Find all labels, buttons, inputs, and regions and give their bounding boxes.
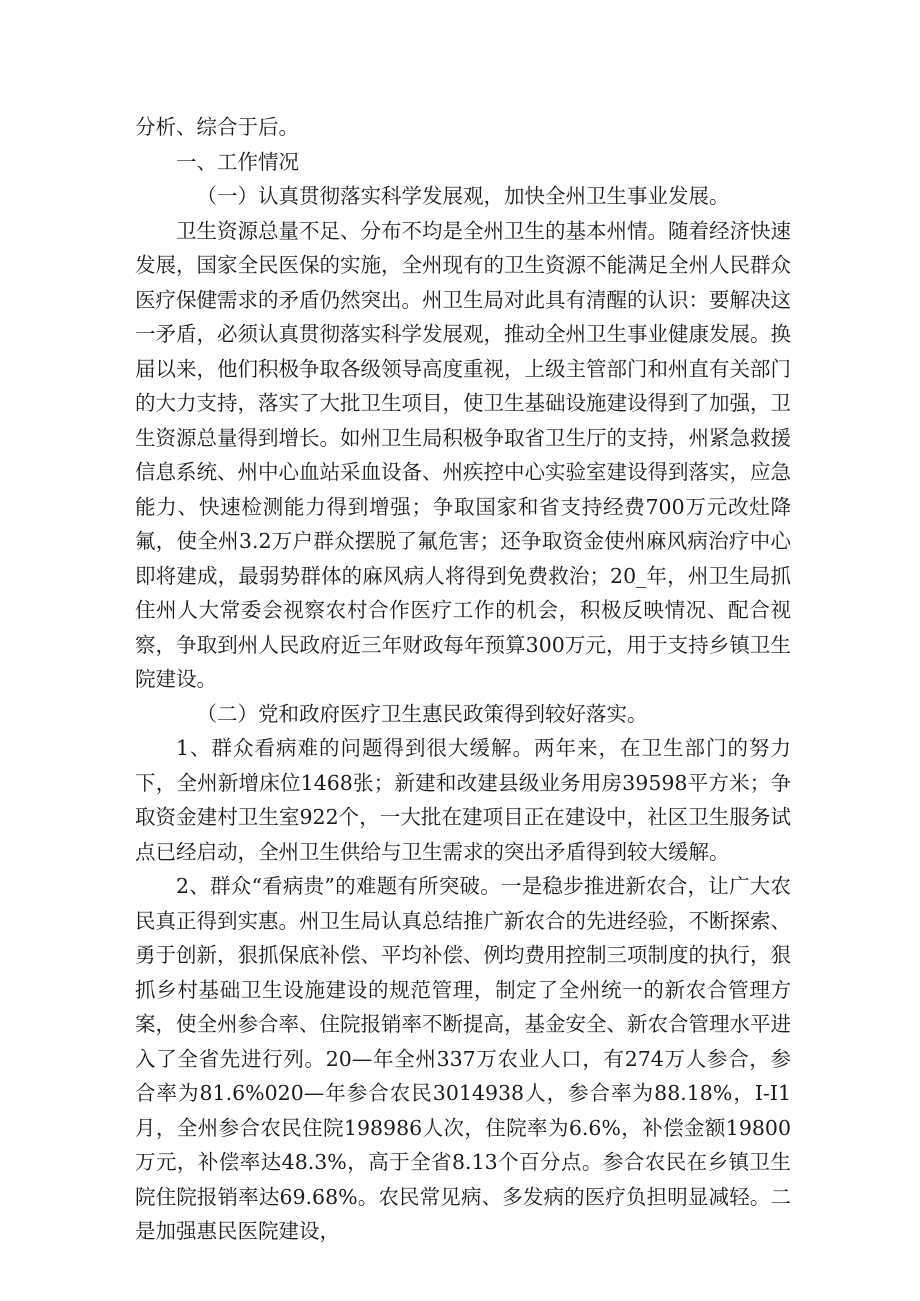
subheading-science-development: （一）认真贯彻落实科学发展观，加快全州卫生事业发展。 <box>196 184 730 208</box>
paragraph-access-difficulty: 1、群众看病难的问题得到很大缓解。两年来，在卫生部门的努力下，全州新增床位1468张；新建和改建县级业务用房39598平方米；争取资金建村卫生室922个，一大批在建项目正在建设中，社区卫生服务试点已经启动，全州卫生供给与卫生需求的突出矛盾得到较大缓解。 <box>135 736 791 864</box>
subheading-medical-policies: （二）党和政府医疗卫生惠民政策得到较好落实。 <box>196 701 648 726</box>
document-body <box>135 110 791 1249</box>
paragraph-intro-fragment: 分析、综合于后。 <box>135 115 299 139</box>
section-heading-work-status: 一、工作情况 <box>176 149 299 174</box>
paragraph-cost-difficulty: 2、群众“看病贵”的难题有所突破。一是稳步推进新农合，让广大农民真正得到实惠。州卫生局认真总结推广新农合的先进经验，不断探索、勇于创新，狠抓保底补偿、平均补偿、例均费用控制三项制度的执行，狠抓乡村基础卫生设施建设的规范管理，制定了全州统一的新农合管理方案，使全州参合率、住院报销率不断提高，基金安全、新农合管理水平进入了全省先进行列。20—年全州337万农业人口，有274万人参合，参合率为81.6%020—年参合农民3014938人，参合率为88.18%，I-I1月，全州参合农民住院198986人次，住院率为6.6%，补偿金额19800万元，补偿率达48.3%，高于全省8.13个百分点。参合农民在乡镇卫生院住院报销率达69.68%。农民常见病、多发病的医疗负担明显减轻。二是加强惠民医院建设， <box>135 874 791 1243</box>
paragraph-health-resources: 卫生资源总量不足、分布不均是全州卫生的基本州情。随着经济快速发展，国家全民医保的实施，全州现有的卫生资源不能满足全州人民群众医疗保健需求的矛盾仍然突出。州卫生局对此具有清醒的认识：要解决这一矛盾，必须认真贯彻落实科学发展观，推动全州卫生事业健康发展。换届以来，他们积极争取各级领导高度重视，上级主管部门和州直有关部门的大力支持，落实了大批卫生项目，使卫生基础设施建设得到了加强，卫生资源总量得到增长。如州卫生局积极争取省卫生厅的支持，州紧急救援信息系统、州中心血站采血设备、州疾控中心实验室建设得到落实，应急能力、快速检测能力得到增强；争取国家和省支持经费700万元改灶降氟，使全州3.2万户群众摆脱了氟危害；还争取资金使州麻风病治疗中心即将建成，最弱势群体的麻风病人将得到免费救治；20_年，州卫生局抓住州人大常委会视察农村合作医疗工作的机会，积极反映情况、配合视察，争取到州人民政府近三年财政每年预算300万元，用于支持乡镇卫生院建设。 <box>135 218 791 691</box>
